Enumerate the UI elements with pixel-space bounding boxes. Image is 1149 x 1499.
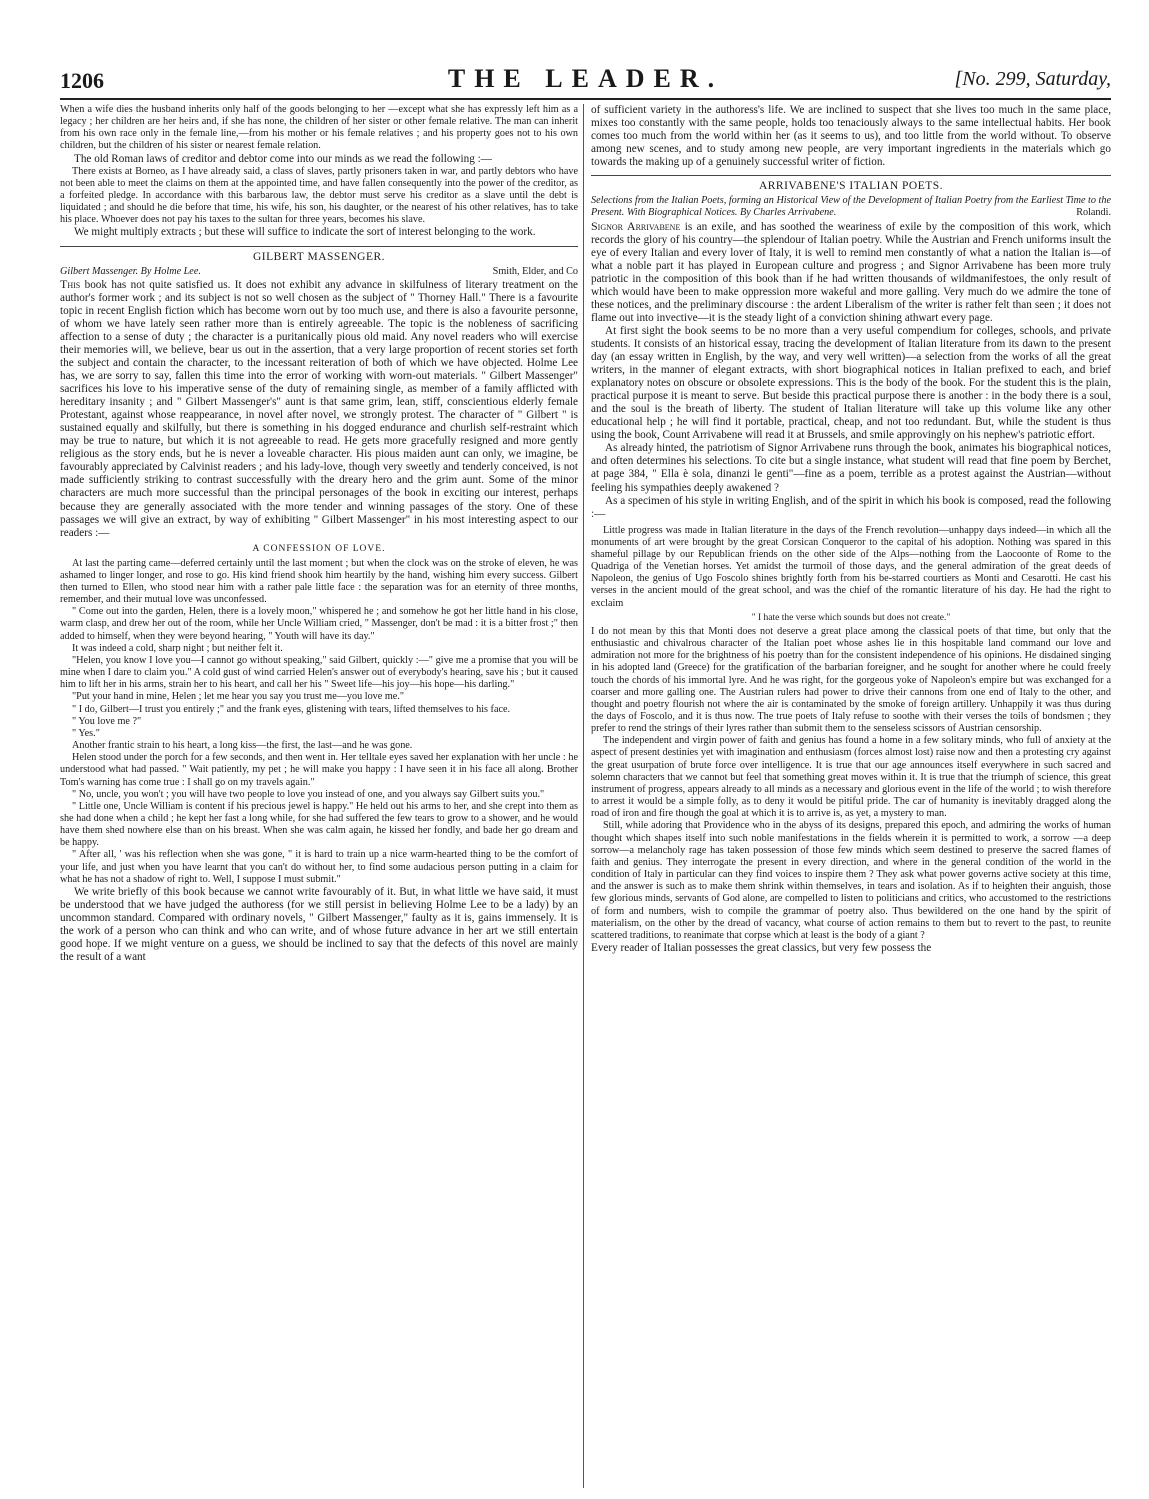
paragraph: " After all, ' was his reflection when she was gone, " it is hard to train up a nice warm-hearted thing to be the comfort of your life, and just when you have learnt that you can't do without her, to find some audacious person putting in a claim for what he has not a shadow of right to. Well, I suppose I must submit." bbox=[60, 849, 578, 885]
paragraph: "Helen, you know I love you—I cannot go without speaking," said Gilbert, quickly :—" give me a promise that you will be mine when I dare to claim you." A cold gust of wind carried Helen's answer out of everybody's hearing, save his ; but it caused him to lift her in his arms, strain her to his heart, and call her his " Sweet life—his joy—his hope—his darling." bbox=[60, 654, 578, 691]
book-title: Gilbert Massenger. By Holme Lee. bbox=[60, 265, 201, 277]
paragraph: of sufficient variety in the authoress's life. We are inclined to suspect that she lives too much in the same place, mixes too constantly with the same people, holds too tenaciously always to the same intellectual habits. Her book comes too much from the world within her (as it seems to us), and too little from the world without. To observe among new scenes, and to study among new people, are very important ingredients in the materials which go towards the making up of a genuinely successful writer of fiction. bbox=[591, 104, 1111, 169]
paragraph: As already hinted, the patriotism of Signor Arrivabene runs through the book, animates his biographical notices, and often determines his selections. To cite but a single instance, what student will read that fine poem by Berchet, at page 384, " Ella è sola, dinanzi le genti"—fine as a poem, terrible as a protest against the Austrian—without feeling his sympathies deeply awakened ? bbox=[591, 442, 1111, 494]
drop-word: Signor Arrivabene bbox=[591, 218, 681, 233]
centered-quote: " I hate the verse which sounds but does not create." bbox=[751, 612, 951, 623]
paragraph: It was indeed a cold, sharp night ; but neither felt it. bbox=[72, 642, 283, 654]
paragraph: " Come out into the garden, Helen, there is a lovely moon," whispered he ; and somehow he got her little hand in his close, warm clasp, and drew her out of the room, while her Uncle William cried, " Massenger, don't be mad : it is a bitter frost ;" then added to himself, when they were beyond hearing, " Youth will have its day." bbox=[60, 606, 578, 642]
column-divider bbox=[583, 104, 584, 1488]
publisher: Rolandi. bbox=[1076, 207, 1111, 219]
review-paragraph bbox=[591, 220, 1111, 325]
review-paragraph bbox=[60, 278, 578, 540]
book-citation bbox=[60, 266, 578, 278]
confession-extract bbox=[60, 558, 578, 886]
drop-word: This bbox=[60, 276, 81, 291]
paragraph: We might multiply extracts ; but these will suffice to indicate the sort of interest belonging to the work. bbox=[74, 226, 536, 239]
paragraph: " No, uncle, you won't ; you will have two people to love you instead of one, and you always say Gilbert suits you." bbox=[72, 788, 545, 800]
intro-extract bbox=[60, 104, 578, 153]
borneo-extract bbox=[60, 166, 578, 227]
paragraph: When a wife dies the husband inherits only half of the goods belonging to her —except what she has expressly left him as a legacy ; her children are her heirs and, if she has none, the children of her sister or other female relative. The man can inherit from his own race only in the female line,—from his mother or his female relatives ; and his property goes not to his own children, but the children of his sister or nearest female relation. bbox=[60, 104, 578, 152]
arrivabene-extract bbox=[591, 525, 1111, 942]
paragraph: The independent and virgin power of faith and genius has found a home in a few solitary minds, who full of anxiety at the aspect of present destinies yet with imagination and enthusiasm (forces almost lost) raise now and then a protesting cry against the great usurpation of brute force over intelligence. It is true that our age announces itself everywhere in such sacred and solemn characters that we cannot but feel that something great moves within it. It is true that the triumph of science, this great instrument of progress, appears already to all minds as a necessary and glorious event in the life of the world ; to wish therefore to arrest it would be a simple folly, as to deny it would be pitiful pride. The car of humanity is inevitably dragged along the road of iron and fire though the goal at which it is to arrive is, as yet, a mystery to man. bbox=[591, 735, 1111, 820]
paragraph: Still, while adoring that Providence who in the abyss of its designs, prepared this epoch, and admiring the works of human thought which shapes itself into such noble manifestations in the fields wherein it is permitted to work, a sorrow —a deep sorrow—a melancholy rage has taken possession of those few minds which seem destined to preserve the sacred flames of faith and genius. They interrogate the present in every direction, and where in the general condition of the world in the condition of Italy in particular can they find voices to inspire them ? They ask what power governs active society at this time, and the answer is such as to make them shrink within themselves, in tears and isolation. As if to heighten their anguish, those few glorious minds, servants of God alone, are compelled to listen to politicians and critics, who accustomed to the restrictions of form and numbers, wish to compile the grammar of poetry also. Thus bewildered on the one hand by the spirit of materialism, on the other by the dread of vacancy, what course of action remains to them but to revert to the past, to reunite scattered traditions, to reanimate that corpse which at least is the body of a giant ? bbox=[591, 820, 1111, 941]
issue-line: [No. 299, Saturday, bbox=[954, 68, 1111, 90]
book-citation bbox=[591, 195, 1111, 219]
right-column bbox=[591, 104, 1111, 1490]
paragraph: " You love me ?" bbox=[72, 715, 142, 727]
paragraph-text: book has not quite satisfied us. It does not exhibit any advance in skilfulness of literary treatment on the author's former work ; and its subject is not so well chosen as the subject of " Thorney Hall." There is a favourite topic in recent English fiction which has become worn out by too much use, and there is also a favourite personne, of whom we have lately seen rather more than is entirely agreeable. The topic is the nobleness of sacrificing affection to a sense of duty ; the character is a puritanically pious old maid. Any novel readers who will exercise their memories will, we believe, bear us out in the assertion, that a very large proportion of recent stories set forth the subject and contain the character, to the incessant reiteration of both of which we have objected. Holme Lee has, we are sorry to say, fallen this time into the error of working with worn-out materials. " Gilbert Massenger" sacrifices his love to his imperative sense of the duty of remaining single, as member of a family afflicted with hereditary insanity ; and " Gilbert Massenger's" aunt is that same grim, lean, stiff, conscientious elderly female Protestant, against whose reappearance, in novel after novel, we strongly protest. The character of " Gilbert " is sustained equally and skilfully, but there is something in his dogged endurance and churlish self-restraint which may be true to nature, but which it is not agreeable to read. He gets more gracefully resigned and more gently religious as the story ends, but he is never a loveable character. His pious maiden aunt can only, we imagine, be favourably appreciated by Calvinist readers ; and his lady-love, though very sweetly and tenderly conceived, is not made sufficiently striking to contrast successfully with the dreary hero and the grim aunt. Some of the minor characters are much more successful than the principal personages of the book in exciting our interest, perhaps because they are generally associated with the more tender and winning passages of the story. One of these passages we will give an extract, by way of exhibiting " Gilbert Massenger" in his most interesting aspect to our readers :— bbox=[60, 278, 578, 539]
header-rule bbox=[60, 98, 1111, 100]
masthead-title: THE LEADER. bbox=[447, 64, 724, 93]
page-header bbox=[60, 64, 1111, 98]
review-heading: GILBERT MASSENGER. bbox=[60, 246, 578, 264]
paragraph-text: is an exile, and has soothed the weariness of exile by the composition of this work, which records the glory of his country—the splendour of Italian poetry. While the Austrian and French uniforms insult the eye of every Italian and every lover of Italy, it is well to remind men constantly of what a nation the Italian is—of what a noble part it has played in European culture and progress ; and Signor Arrivabene has been more truly patriotic in the composition of this book than if he had written thousands of wildmanifestoes, the only result of which would have been to make oppression more wakeful and more galling. Very much do we admire the tone of these notices, and the preliminary discourse : the ardent Liberalism of the writer is rather felt than seen ; it does not flame out into invective—it is the steady light of a conviction shining athwart every page. bbox=[591, 220, 1111, 324]
paragraph: There exists at Borneo, as I have already said, a class of slaves, partly prisoners taken in war, and partly debtors who have not been able to meet the claims on them at the appointed time, and have fallen consequently into the power of the creditor, as a forfeited pledge. In accordance with this barbarous law, the debtor must serve his creditor as a slave until the debt is liquidated ; and should he die before that time, his wife, his son, his daughter, or the nearest of his other relatives, has to take his place. Whoever does not pay his taxes to the sultan for three years, becomes his slave. bbox=[60, 165, 578, 226]
paragraph: We write briefly of this book because we cannot write favourably of it. But, in what little we have said, it must be understood that we have judged the authoress (for we still persist in believing Holme Lee to be a lady) by an uncommon standard. Compared with ordinary novels, " Gilbert Massenger," faulty as it is, gains immensely. It is the work of a person who can think and who can write, and of whose future advance in her art we still entertain good hope. If we might venture on a guess, we should be inclined to say that the defects of this novel are mainly the result of a want bbox=[60, 885, 578, 964]
book-title: Selections from the Italian Poets, forming an Historical View of the Development of Italian Poetry from the Earliest Time to the Present. With Biographical Notices. By Charles Arrivabene. bbox=[591, 195, 1111, 219]
paragraph: At first sight the book seems to be no more than a very useful compendium for colleges, schools, and private students. It consists of an historical essay, tracing the development of Italian literature from its dawn to the present day (an essay written in English, by the way, and very well written)—a selection from the works of all the great writers, in the manner of elegant extracts, with short biographical notices in Italian prefixed to each, and brief explanatory notes on obscure or obsolete expressions. This is the body of the book. For the student this is the plain, practical purpose it is meant to serve. But beside this practical purpose there is another : in the body there is a soul, and the soul is the breath of liberty. The student of Italian literature will take up this volume like any other educational help ; he will find it portable, practical, cheap, and not too redundant. But, while the student is thus using the book, Count Arrivabene will read it at Brussels, and smile approvingly on his nephew's patriotic effort. bbox=[591, 324, 1111, 442]
publisher: Smith, Elder, and Co bbox=[492, 265, 578, 277]
page-number: 1206 bbox=[60, 68, 104, 93]
paragraph: Every reader of Italian possesses the great classics, but very few possess the bbox=[591, 941, 932, 954]
extract-heading: A CONFESSION OF LOVE. bbox=[252, 543, 386, 554]
paragraph: " Little one, Uncle William is content if his precious jewel is happy." He held out his arms to her, and she crept into them as she had done when a child ; he kept her fast a long while, for she had suffered the few tears to grow to a shower, and he would have them shed nowhere else than on his breast. When she was calm again, he kissed her fondly, and bade her go dream and be happy. bbox=[60, 800, 578, 849]
paragraph: At last the parting came—deferred certainly until the last moment ; but when the clock was on the stroke of eleven, he was ashamed to linger longer, and rose to go. His kind friend shook him heartily by the hand, wishing him every success. Gilbert then turned to Ellen, who stood near him with a rather pale little face : the separation was for an eternity of three months, remember, and their mutual love was unconfessed. bbox=[60, 557, 578, 606]
paragraph: Helen stood under the porch for a few seconds, and then went in. Her telltale eyes saved her explanation with her uncle : he understood what had passed. " Wait patiently, my pet ; he will make you happy : I have seen it in his face all along. Brother Tom's warning has come true : I shall go on my travels again." bbox=[60, 752, 578, 788]
paragraph: Little progress was made in Italian literature in the days of the French revolution—unhappy days indeed—in which all the monuments of art were brought by the great Corsican Conqueror to the capital of his adoption. Nothing was spared in this shameful pillage by our Republican friends on the other side of the Alps—nothing from the Laocoonte of Rome to the Quadriga of the Venetian horses. Yet amidst the turmoil of those days, and the general admiration of the great deeds of Napoleon, the genius of Ugo Foscolo shines brightly forth from his be-starred courtiers as Monti and Cesarotti. He cast his verses in the ancient mould of the great school, and was the chief of the romantic literature of his day. He had the right to exclaim bbox=[591, 524, 1111, 609]
review-heading: ARRIVABENE'S ITALIAN POETS. bbox=[591, 175, 1111, 193]
paragraph: " I do, Gilbert—I trust you entirely ;" and the frank eyes, glistening with tears, lifted themselves to his face. bbox=[72, 703, 511, 715]
paragraph: I do not mean by this that Monti does not deserve a great place among the classical poets of that time, but only that the enthusiastic and chivalrous character of the Italian poet whose ashes lie in this hospitable land command our love and admiration not more for the brightness of his poetry than for the consistent independence of his opinions. He disdained singing in his adopted land (Greece) for the gratification of the barbarian foreigner, and he sought for another where he could freely touch the chords of his immortal lyre. And he was right, for the gorgeous yoke of Napoleon's empire but was exchanged for a coarser and more galling one. The Austrian rulers had power to drive their cannons from one end of Italy to the other, and thought and poetry flourish not where the air is contaminated by the smoke of foreign artillery. Unhappily it was thus during the days of Foscolo, and it is thus now. The true poets of Italy refuse to soothe with their verses the toils of bondsmen ; they prefer to rend the strings of their lyres rather than submit them to the senseless scissors of Austrian censorship. bbox=[591, 625, 1111, 735]
paragraph: As a specimen of his style in writing English, and of the spirit in which his book is composed, read the following :— bbox=[591, 494, 1111, 520]
paragraph: The old Roman laws of creditor and debtor come into our minds as we read the following :— bbox=[74, 152, 492, 165]
paragraph: "Put your hand in mine, Helen ; let me hear you say you trust me—you love me." bbox=[72, 691, 404, 703]
left-column bbox=[60, 104, 578, 1490]
paragraph: " Yes." bbox=[72, 727, 100, 739]
paragraph: Another frantic strain to his heart, a long kiss—the first, the last—and he was gone. bbox=[72, 740, 413, 752]
